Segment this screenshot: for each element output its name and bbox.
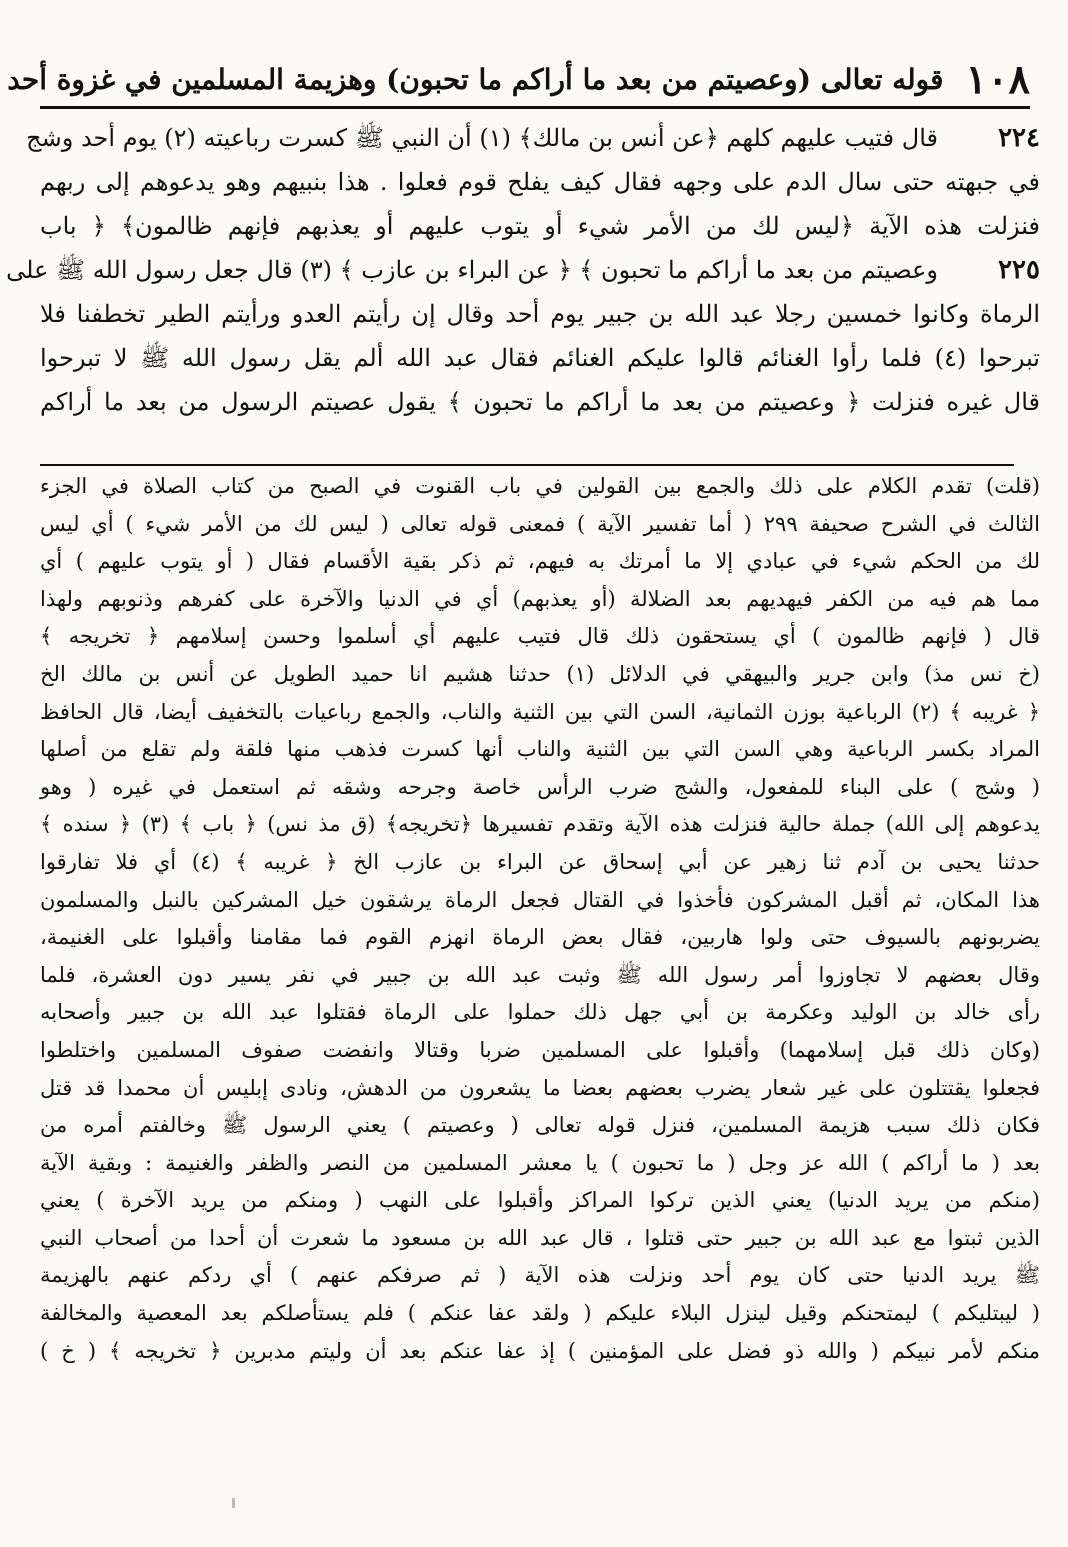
text-line: قال فتيب عليهم كلهم ﴿عن أنس بن مالك﴾ (١) أن النبي ﷺ كسرت رباعيته (٢) يوم أحد وشج <box>26 124 938 152</box>
commentary-line: ﷺ يريد الدنيا حتى كان يوم أحد ونزلت هذه الآية ( ثم صرفكم عنهم ) أي ردكم عنهم بالهزيمة <box>40 1263 1040 1288</box>
hadith-number: ٢٢٤ <box>998 123 1040 153</box>
commentary-line: ( ليبتليكم ) ليمتحنكم وقيل لينزل البلاء عليكم ( ولقد عفا عنكم ) فلم يستأصلكم بعد المعصية والمخالفة <box>40 1301 1040 1326</box>
text-line: فنزلت هذه الآية ﴿ليس لك من الأمر شيء أو يتوب عليهم أو يعذبهم فإنهم ظالمون﴾ ﴿ باب <box>40 212 1040 240</box>
section-divider <box>40 464 1014 466</box>
text-line: تبرحوا (٤) فلما رأوا الغنائم قالوا عليكم الغنائم فقال عبد الله ألم يقل رسول الله ﷺ لا تبرحوا <box>40 344 1040 372</box>
page-header <box>7 54 1030 104</box>
commentary-line: (قلت) تقدم الكلام على ذلك والجمع بين القولين في باب القنوت في الصبح من كتاب الصلاة في الجزء <box>40 474 1040 498</box>
commentary-line: (وكان ذلك قبل إسلامهما) وأقبلوا على المسلمين ضربا وقتالا وانفضت صفوف المسلمين واختلطوا <box>40 1037 1040 1062</box>
commentary-line: يدعوهم إلى الله) جملة حالية فنزلت هذه الآية وتقدم تفسيرها ﴿تخريجه﴾ (ق مذ نس) ﴿ باب ﴾ (٣) ﴿ سنده ﴾ <box>40 812 1040 837</box>
commentary-line: لك من الحكم شيء في عبادي إلا ما أمرتك به فيهم، ثم ذكر بقية الأقسام فقال ( أو يتوب عليهم ) أي <box>40 549 1040 574</box>
commentary-line: فكان ذلك سبب هزيمة المسلمين، فنزل قوله تعالى ( وعصيتم ) يعني الرسول ﷺ وخالفتم أمره من <box>40 1113 1040 1138</box>
text-line: في جبهته حتى سال الدم على وجهه فقال كيف يفلح قوم فعلوا . هذا بنبيهم وهو يدعوهم إلى ربهم <box>40 168 1040 196</box>
commentary-line: بعد ( ما أراكم ) الله عز وجل ( ما تحبون ) يا معشر المسلمين من النصر والظفر والغنيمة : وبقية الآية <box>40 1150 1040 1175</box>
text-line: وعصيتم من بعد ما أراكم ما تحبون ﴾ ﴿ عن البراء بن عازب ﴾ (٣) قال جعل رسول الله ﷺ على <box>6 256 938 284</box>
hadith-number: ٢٢٥ <box>998 255 1040 285</box>
commentary-line: الذين ثبتوا مع عبد الله بن جبير حتى قتلوا ، قال عبد الله بن مسعود ما شعرت أن أحدا من أصحاب النبي <box>40 1225 1040 1250</box>
hadith-entry <box>6 248 1040 424</box>
text-line: قال غيره فنزلت ﴿ وعصيتم من بعد ما أراكم ما تحبون ﴾ يقول عصيتم الرسول من بعد ما أراكم <box>40 388 1040 416</box>
commentary-line: هذا المكان، ثم أقبل المشركون فأخذوا في القتال فجعل الرماة يرشقون خيل المشركين بالنبل والمسلمون <box>40 887 1040 912</box>
print-mark <box>232 1498 235 1508</box>
commentary-line: فجعلوا يقتتلون على غير شعار يضرب بعضهم بعضا ما يشعرون من الدهش، ونادى إبليس أن محمدا قد قتل <box>40 1075 1040 1100</box>
commentary-line: رأى خالد بن الوليد وعكرمة بن أبي جهل ذلك حملوا على الرماة فقتلوا عبد الله بن جبير وأصحابه <box>40 1000 1040 1025</box>
commentary-line: ( وشج ) على البناء للمفعول، والشج ضرب الرأس خاصة وجرحه وشقه ثم استعمل في غيره ( وهو <box>40 774 1040 799</box>
commentary-line: حدثنا يحيى بن آدم ثنا زهير عن أبي إسحاق عن البراء بن عازب الخ ﴿ غريبه ﴾ (٤) أي فلا تفارقوا <box>40 849 1040 874</box>
commentary-line: وقال بعضهم لا تجاوزوا أمر رسول الله ﷺ وثبت عبد الله بن جبير في نفر يسير دون العشرة، فلما <box>40 962 1040 987</box>
page-number: ١٠٨ <box>965 55 1030 103</box>
commentary-line: (منكم من يريد الدنيا) يعني الذين تركوا المراكز وأقبلوا على النهب ( ومنكم من يريد الآخرة ) يعني <box>40 1188 1040 1213</box>
header-rule <box>40 106 1030 109</box>
hadith-entry <box>26 116 1040 248</box>
commentary-line: يضربونهم بالسيوف حتى ولوا هاربين، فقال بعض الرماة انهزم القوم فما مقامنا وأقبلوا على الغنيمة، <box>40 925 1040 950</box>
commentary-line: ﴿ غريبه ﴾ (٢) الرباعية بوزن الثمانية، السن التي بين الثنية والناب، والجمع رباعيات بالتخفيف أيضا، قال الحافظ <box>40 699 1041 724</box>
hadith-text <box>6 116 1040 424</box>
commentary-line: مما هم فيه من الكفر فيهديهم بعد الضلالة (أو يعذبهم) أي في الدنيا والآخرة على كفرهم وذنوبهم ولهذا <box>40 586 1040 611</box>
commentary-line: المراد بكسر الرباعية وهي السن التي بين الثنية والناب أنها كسرت فذهب منها فلقة ولم تقلع من أصلها <box>40 737 1040 762</box>
text-line: الرماة وكانوا خمسين رجلا عبد الله بن جبير يوم أحد وقال إن رأيتم العدو ورأيتم الطير تخطفنا فلا <box>40 300 1040 328</box>
commentary <box>40 468 1040 1370</box>
commentary-line: قال ( فإنهم ظالمون ) أي يستحقون ذلك قال فتيب عليهم أي أسلموا وحسن إسلامهم ﴿ تخريجه ﴾ <box>40 624 1040 649</box>
running-title: قوله تعالى (وعصيتم من بعد ما أراكم ما تحبون) وهزيمة المسلمين في غزوة أحد <box>7 62 944 96</box>
commentary-line: (خ نس مذ) وابن جرير والبيهقي في الدلائل (١) حدثنا هشيم انا حميد الطويل عن أنس بن مالك الخ <box>40 661 1040 686</box>
commentary-line: الثالث في الشرح صحيفة ٢٩٩ ( أما تفسير الآية ) فمعنى قوله تعالى ( ليس لك من الأمر شيء ) أي ليس <box>40 511 1040 536</box>
commentary-line: منكم لأمر نبيكم ( والله ذو فضل على المؤمنين ) إذ عفا عنكم بعد أن وليتم مدبرين ﴿ تخريجه ﴾ ( خ ) <box>40 1338 1040 1363</box>
